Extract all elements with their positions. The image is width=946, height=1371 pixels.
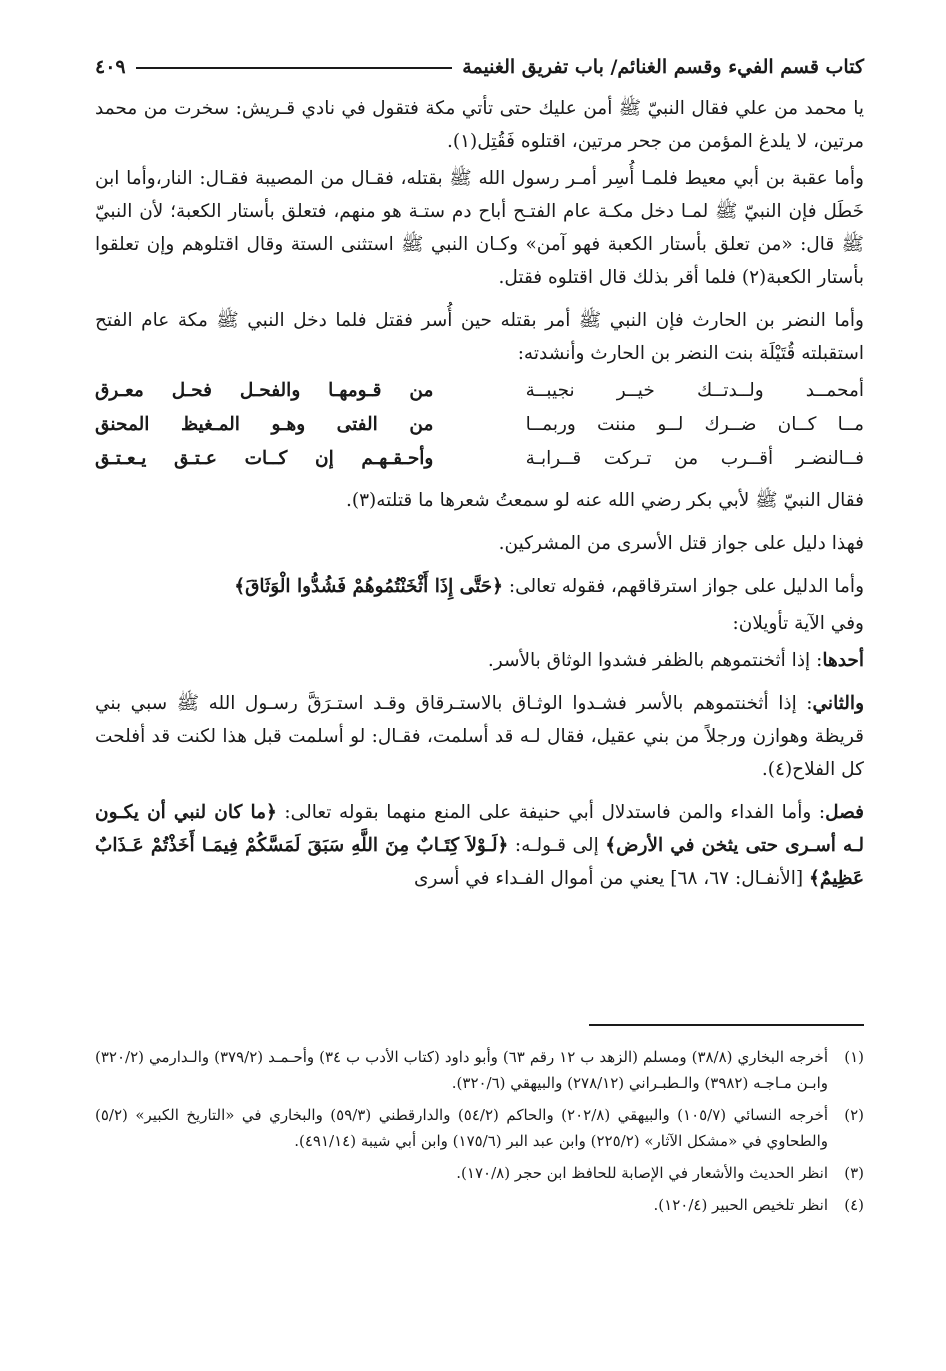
paragraph: [95, 687, 864, 786]
paragraph: فهذا دليل على جواز قتل الأسرى من المشركين.: [498, 533, 864, 554]
paragraph: [95, 796, 864, 895]
verse-second-hemistich: من قـومهـا والفحـل فحـل معـرق: [95, 380, 434, 401]
paragraph: وأما عقبة بن أبي معيط فلمـا أُسِر أمـر رسول الله ﷺ بقتله، فقـال من المصيبة فقـال: النار،وأما ابن خَطَل فإن النبيّ ﷺ لمـا دخل مكـة عام الفتـح أباح دم ستـة هو منهم، فتعلق بأستار الكعبة؛ لأن النبيّ ﷺ قال: «من تعلق بأستار الكعبة فهو آمن» وكـان النبي ﷺ استثنى الستة وقال اقتلوهم وإن تعلقوا بأستار الكعبة(٢) فلما أقر بذلك قال اقتلوه فقتل.: [95, 168, 864, 288]
paragraph-text: إلى قـولـه:: [508, 835, 606, 856]
footnote: [95, 1160, 864, 1186]
paragraph-text: [الأنفـال: ٦٧، ٦٨] يعني من أموال الفـداء في أسرى: [414, 868, 810, 889]
section-label: فصل: [825, 802, 864, 823]
footnote-text: أخرجه النسائي (١٠٥/٧) والبيهقي (٢٠٢/٨) والحاكم (٥٤/٢) والدارقطني (٥٩/٣) والبخاري في «التاريخ الكبير» (٥/٢) والطحاوي في «مشكل الآثار» (٢٢٥/٢) وابن عبد البر (١٧٥/٦) وابن أبي شيبة (٤٩١/١٤).: [95, 1106, 829, 1150]
footnote-separator: [589, 1024, 864, 1026]
page-number: ٤٠٩: [95, 56, 126, 78]
footnote-number: (٢): [844, 1106, 864, 1124]
paragraph: وأما النضر بن الحارث فإن النبي ﷺ أمر بقتله حين أُسر فقتل فلما دخل النبي ﷺ مكة عام الفتح استقبلته قُتَيْلَة بنت النضر بن الحارث وأنشدته:: [95, 310, 864, 364]
point-label: أحدها: [822, 650, 864, 671]
quran-verse: ﴿حَتَّى إِذَا أَثْخَنْتُمُوهُمْ فَشُدُّوا الْوَثَاقَ﴾: [234, 576, 503, 597]
paragraph-text: : إذا أثخنتموهم بالأسر فشـدوا الوثـاق بالاستـرقاق وقـد استـرَقَّ رسـول الله ﷺ سبي بني قريظة وهوازن ورجلاً من بني عقيل، فقال لـه قد أسلمت، فقـال: لو أسلمت قبل هذا لكنت قد أفلحت كل الفلاح(٤).: [95, 693, 864, 780]
footnote: [95, 1044, 864, 1096]
poem-verse: [95, 442, 864, 476]
footnote-number: (٤): [844, 1196, 864, 1214]
footnote: [95, 1192, 864, 1218]
paragraph: فقال النبيّ ﷺ لأبي بكر رضي الله عنه لو سمعتُ شعرها ما قتلته(٣).: [345, 490, 864, 511]
paragraph: [95, 570, 864, 603]
paragraph: وفي الآية تأويلان:: [732, 613, 864, 634]
footnote-number: (١): [844, 1048, 864, 1066]
point-label: والثاني: [812, 693, 864, 714]
verse-second-hemistich: من الفتى وهـو المـغيظ المحنق: [95, 414, 434, 435]
quran-verse: ﴿لَـوْلاَ كِتَـابٌ مِنَ اللَّهِ سَبَقَ لَمَسَّكُمْ فِيمَـا أَخَذْتُمْ عَـذَابٌ عَظِيمٌ﴾: [95, 835, 864, 889]
paragraph-text: وأما الدليل على جواز استرقاقهم، فقوله تعالى:: [502, 576, 864, 597]
footnote: [95, 1102, 864, 1154]
verse-first-hemistich: فــالنضـر أقــرب من تـركت قــرابـة: [525, 448, 864, 469]
poem-verse: [95, 408, 864, 442]
running-header: [95, 48, 864, 86]
footnotes: [95, 1044, 864, 1224]
paragraph: [95, 644, 864, 677]
footnote-number: (٣): [844, 1164, 864, 1182]
header-title: كتاب قسم الفيء وقسم الغنائم/ باب تفريق الغنيمة: [462, 56, 864, 78]
main-text: [95, 92, 864, 895]
page: [95, 48, 864, 905]
poem: [95, 374, 864, 476]
paragraph-text: : وأما الفداء والمن فاستدلال أبي حنيفة على المنع منهما بقوله تعالى:: [276, 802, 826, 823]
verse-second-hemistich: وأحـقـهـم إن كــات عـتـق يـعـتـق: [95, 448, 434, 469]
poem-verse: [95, 374, 864, 408]
verse-first-hemistich: أمحمــد ولــدتــك خيــر نجيبــة: [525, 380, 864, 401]
paragraph-text: : إذا أثخنتموهم بالظفر فشدوا الوثاق بالأسر.: [487, 650, 823, 671]
verse-first-hemistich: مــا كــان ضــرك لــو مننت وربمــا: [525, 414, 864, 435]
footnote-text: انظر تلخيص الحبير (١٢٠/٤).: [653, 1196, 828, 1214]
paragraph: يا محمد من علي فقال النبيّ ﷺ أمن عليك حتى تأتي مكة فتقول في نادي قـريش: سخرت من محمد مرتين، لا يلدغ المؤمن من جحر مرتين، اقتلوه فَقُتِل(١).: [95, 98, 864, 152]
footnote-text: انظر الحديث والأشعار في الإصابة للحافظ ابن حجر (١٧٠/٨).: [456, 1164, 828, 1182]
quran-verse: ﴿ما كان لنبي أن يكـون لـه أسـرى حتى يثخن في الأرض﴾: [95, 802, 865, 856]
footnote-text: أخرجه البخاري (٣٨/٨) ومسلم (الزهد ب ١٢ رقم ٦٣) وأبو داود (كتاب الأدب ب ٣٤) وأحـمـد (٣٧٩/٢) والـدارمي (٣٢٠/٢) وابـن مـاجـه (٣٩٨٢) والـطبـراني (٢٧٨/١٢) والبيهقي (٣٢٠/٦).: [95, 1048, 828, 1092]
header-rule: [136, 67, 453, 69]
